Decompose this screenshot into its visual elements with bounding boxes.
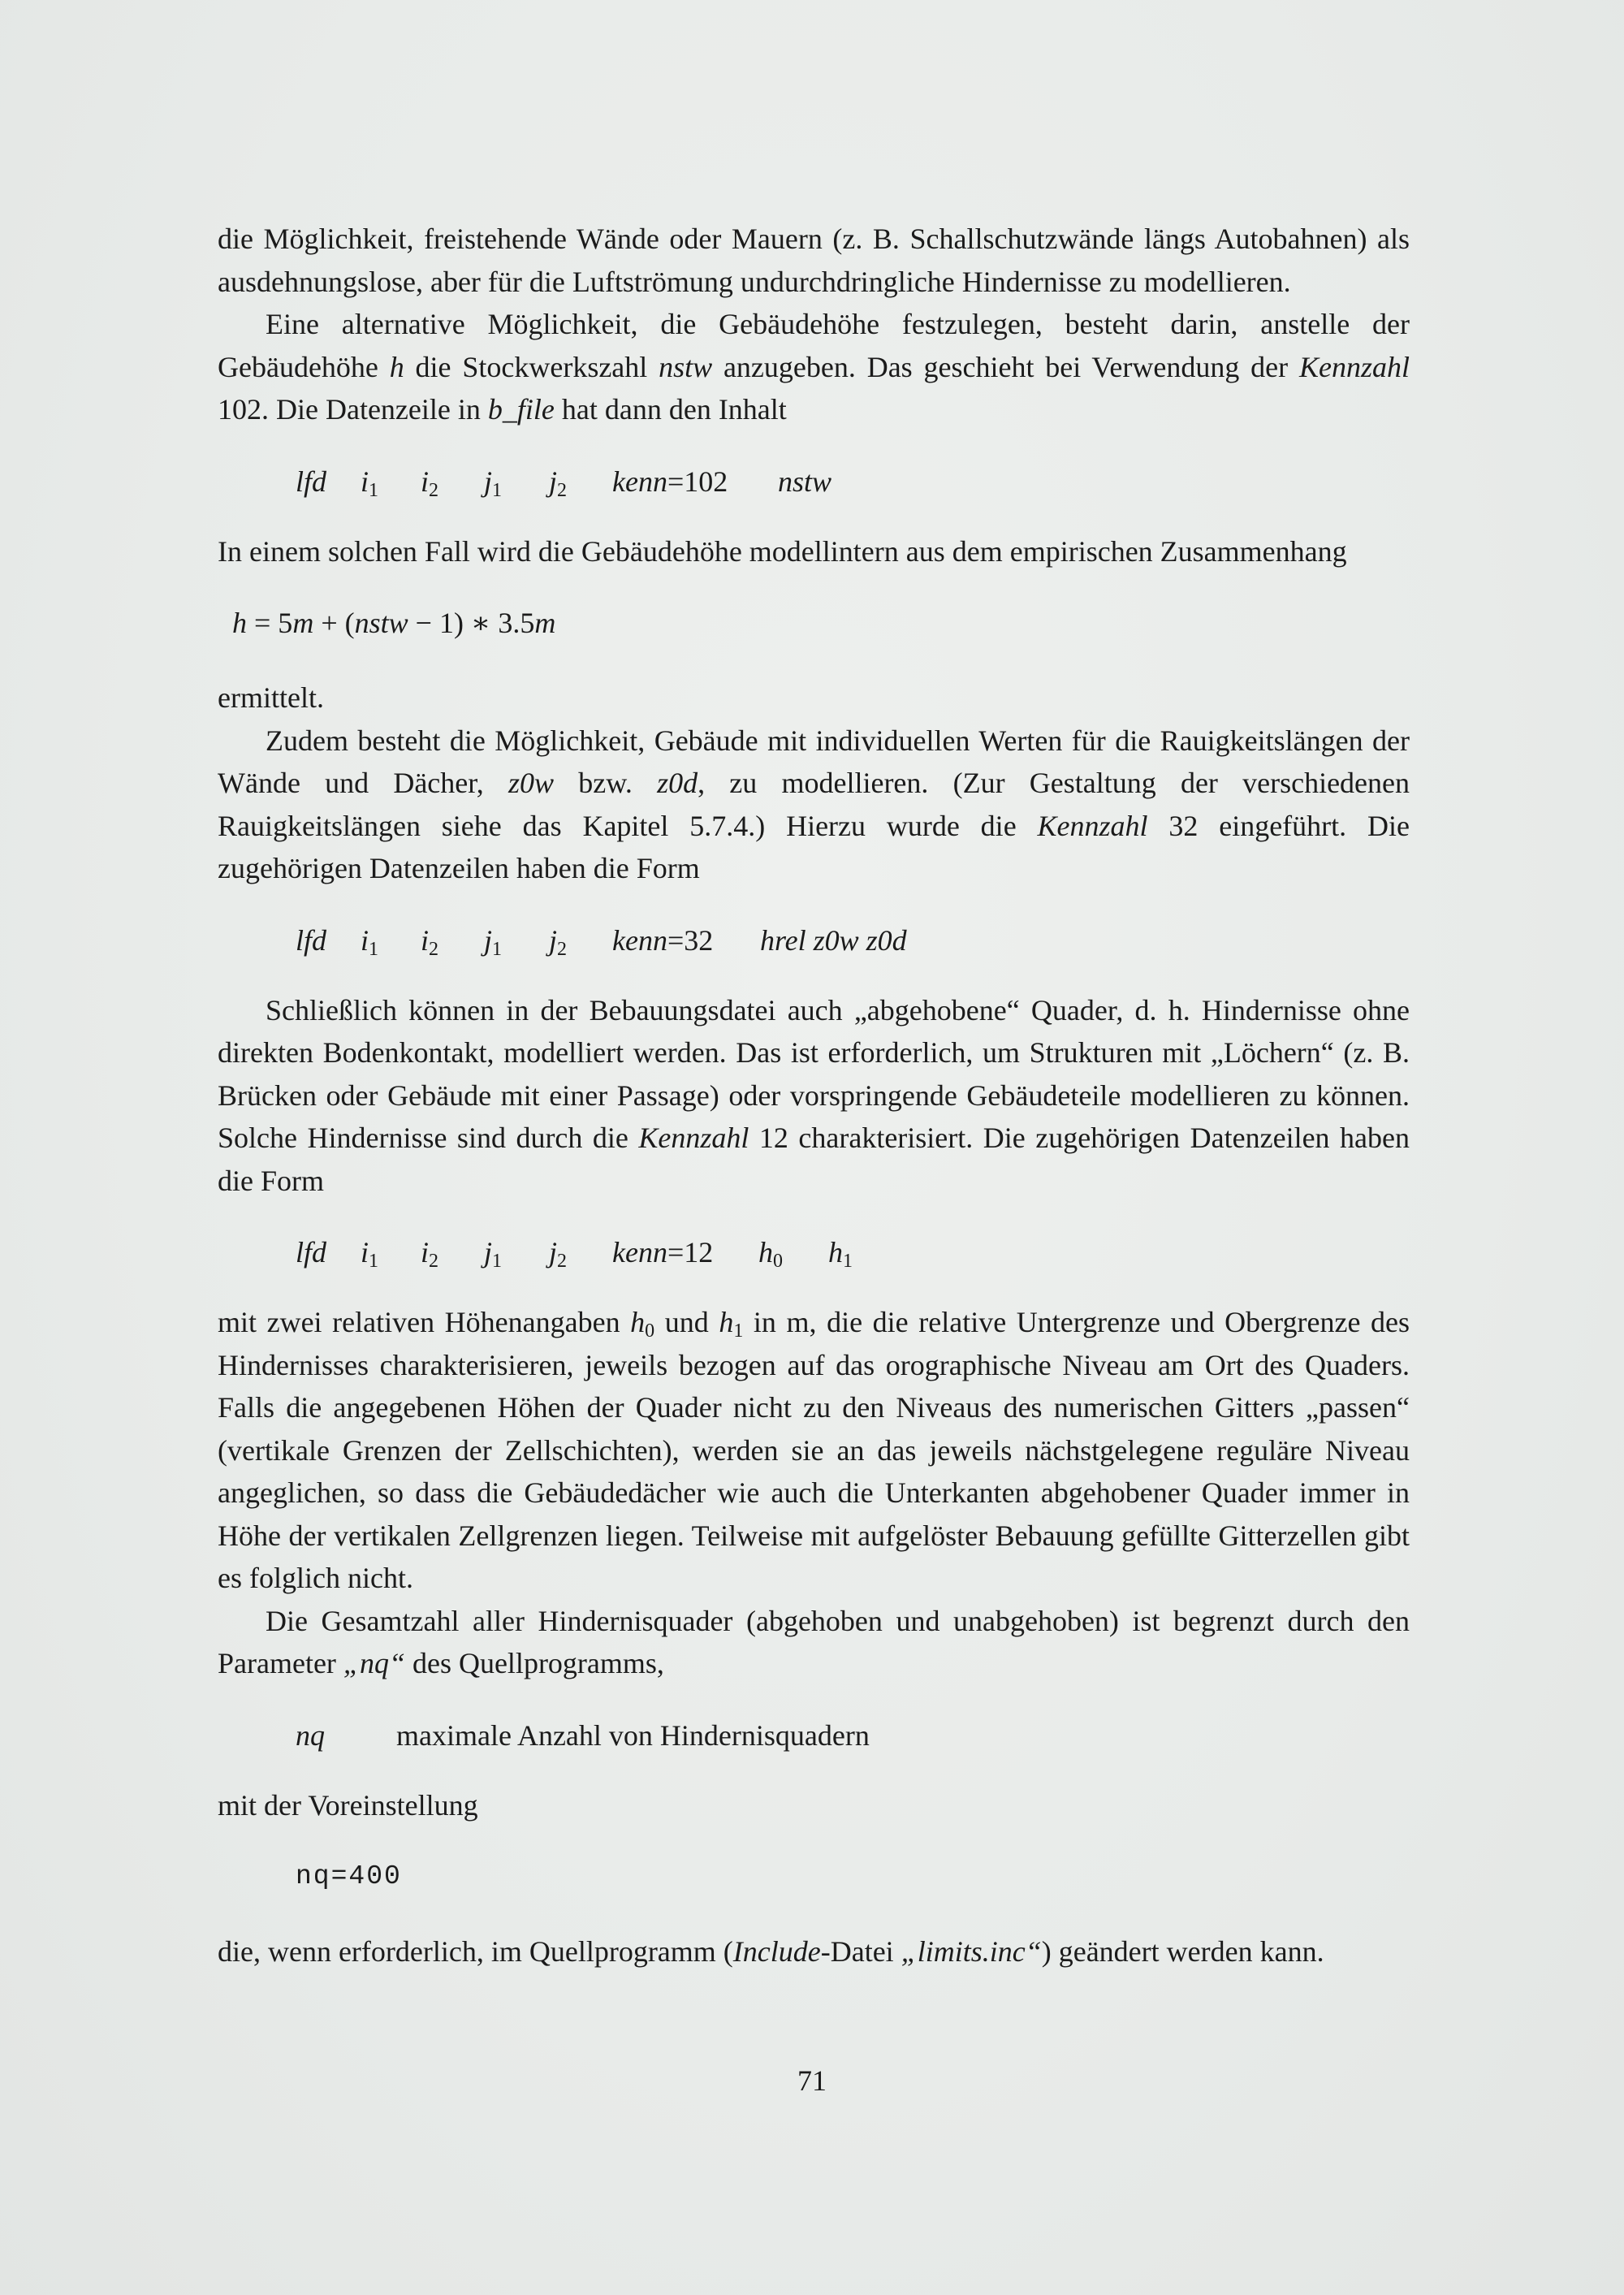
param-nq: „nq“ bbox=[343, 1647, 405, 1679]
definition-term: nq bbox=[296, 1718, 325, 1752]
field-kenn: kenn=102 bbox=[612, 465, 728, 498]
paragraph-roughness bbox=[218, 720, 1410, 890]
var-h: h bbox=[389, 350, 404, 383]
paragraph-empirical: In einem solchen Fall wird die Gebäudehöhe modellintern aus dem empirischen Zusammenhang bbox=[218, 534, 1347, 568]
text-run: 32 eingeführt. Die zugehörigen Datenzeilen haben die Form bbox=[218, 809, 1410, 884]
field-j1: $j_1$ bbox=[484, 465, 503, 501]
field-lfd: lfd bbox=[296, 923, 327, 957]
text-run: bzw. bbox=[554, 767, 658, 799]
field-hrel-z0w-z0d: hrel z0w z0d bbox=[760, 923, 907, 957]
paragraph-storeys bbox=[218, 303, 1410, 431]
field-j2: $j_2$ bbox=[549, 1236, 568, 1272]
text-run: Die Gesamtzahl aller Hindernisquader (abgehoben und unabgehoben) ist begrenzt durch den Parameter bbox=[218, 1604, 1410, 1679]
term-limits-inc: „limits.inc“ bbox=[901, 1935, 1042, 1968]
var-h0: h bbox=[630, 1306, 646, 1338]
term-bfile: b_file bbox=[487, 393, 555, 426]
text-run: in m, die die relative Untergrenze und Obergrenze des Hindernisses charakterisieren, jeweils bezogen auf das orographische Niveau am Ort des Quaders. Falls die angegebenen Höhen der Quader nicht zu den Niveaus des numerischen Gitters „passen“ (vertikale Grenzen der Zellschichten), werden sie an das jeweils nächstgelegene reguläre Niveau angeglichen, so dass die Gebäudedächer wie auch die Unterkanten abgehobener Quader immer in Höhe der vertikalen Zellgrenzen liegen. Teilweise mit aufgelöster Bebauung gefüllte Gitterzellen gibt es folglich nicht. bbox=[218, 1306, 1410, 1594]
paragraph-relative-heights: mit zwei relativen Höhenangaben $h_0$ und $h_1$ in m, die die relative Untergrenze und Obergrenze des Hindernisses charakterisieren, jeweils bezogen auf das orographische Niveau am Ort des Quaders. Falls die angegebenen Höhen der Quader nicht zu den Niveaus des numerischen Gitters „passen“ (vertikale Grenzen der Zellschichten), werden sie an das jeweils nächstgelegene reguläre Niveau angeglichen, so dass die Gebäudedächer wie auch die Unterkanten abgehobener Quader immer in Höhe der vertikalen Zellgrenzen liegen. Teilweise mit aufgelöster Bebauung gefüllte Gitterzellen gibt es folglich nicht. bbox=[218, 1306, 1410, 1594]
field-h0: $h_0$ bbox=[758, 1236, 783, 1272]
body-text bbox=[218, 218, 1410, 1973]
field-j1: $j_1$ bbox=[484, 1236, 503, 1272]
text-run: des Quellprogramms, bbox=[404, 1647, 664, 1679]
term-kennzahl: Kennzahl bbox=[1298, 350, 1410, 383]
data-row-kenn-12 bbox=[218, 1231, 1410, 1273]
text-run: ) geändert werden kann. bbox=[1041, 1935, 1324, 1968]
text-run: Schließlich können in der Bebauungsdatei auch „abgehobene“ Quader, d. h. Hindernisse ohne direkten Bodenkontakt, modelliert werden. Das ist erforderlich, um Strukturen mit „Löchern“ (z. B. Brücken oder Gebäude mit einer Passage) oder vorspringende Gebäudeteile modellieren zu können. Solche Hindernisse sind durch die bbox=[218, 993, 1410, 1154]
data-row-kenn-32 bbox=[218, 919, 1410, 962]
page-number: 71 bbox=[797, 2064, 827, 2097]
paragraph-total-boxes bbox=[218, 1600, 1410, 1685]
text-run: anzugeben. Das geschieht bei Verwendung der bbox=[712, 350, 1299, 383]
field-i1: $i_1$ bbox=[361, 465, 379, 501]
text-run: 12 charakterisiert. Die zugehörigen Datenzeilen haben die Form bbox=[218, 1122, 1410, 1197]
field-lfd: lfd bbox=[296, 465, 327, 498]
field-kenn: kenn=12 bbox=[612, 1236, 714, 1269]
field-h1: $h_1$ bbox=[828, 1236, 853, 1272]
field-kenn: kenn=32 bbox=[612, 923, 714, 957]
paragraph-lifted-boxes bbox=[218, 989, 1410, 1203]
field-i1: $i_1$ bbox=[361, 923, 379, 960]
text-run: und bbox=[654, 1306, 719, 1338]
field-i2: $i_2$ bbox=[421, 465, 439, 501]
term-include: Include bbox=[732, 1935, 821, 1968]
code-default-nq: nq=400 bbox=[296, 1861, 402, 1891]
text-run: , zu modellieren. (Zur Gestaltung der verschiedenen Rauigkeitslängen siehe das Kapitel 5.7.4.) Hierzu wurde die bbox=[218, 767, 1410, 842]
term-kennzahl: Kennzahl bbox=[638, 1122, 749, 1154]
field-i2: $i_2$ bbox=[421, 923, 439, 960]
paragraph-default: mit der Voreinstellung bbox=[218, 1788, 478, 1822]
data-row-kenn-102 bbox=[218, 460, 1410, 503]
var-z0d: z0d bbox=[657, 767, 698, 799]
text-run: die, wenn erforderlich, im Quellprogramm ( bbox=[218, 1935, 733, 1968]
var-nstw: nstw bbox=[659, 350, 713, 383]
text-run: Eine alternative Möglichkeit, die Gebäudehöhe festzulegen, besteht darin, anstelle der Gebäudehöhe bbox=[218, 308, 1410, 383]
field-lfd: lfd bbox=[296, 1236, 327, 1269]
text-run: hat dann den Inhalt bbox=[554, 393, 787, 426]
var-z0w: z0w bbox=[508, 767, 555, 799]
field-j2: $j_2$ bbox=[549, 923, 568, 960]
definition-nq bbox=[218, 1714, 1410, 1757]
field-nstw: nstw bbox=[778, 465, 832, 498]
text-run: 102. Die Datenzeile in bbox=[218, 393, 488, 426]
text-run: die Stockwerkszahl bbox=[404, 350, 659, 383]
text-run: mit zwei relativen Höhenangaben bbox=[218, 1306, 631, 1338]
field-i2: $i_2$ bbox=[421, 1236, 439, 1272]
paragraph-determined: ermittelt. bbox=[218, 681, 324, 714]
term-kennzahl: Kennzahl bbox=[1037, 809, 1148, 842]
definition-description: maximale Anzahl von Hindernisquadern bbox=[396, 1718, 870, 1752]
paragraph-walls: die Möglichkeit, freistehende Wände oder Mauern (z. B. Schallschutzwände längs Autobahnen) als ausdehnungslose, aber für die Luftströmung undurchdringliche Hindernisse zu modellieren. bbox=[218, 223, 1410, 298]
var-h1: h bbox=[719, 1306, 734, 1338]
text-run: -Datei bbox=[820, 1935, 901, 1968]
field-j1: $j_1$ bbox=[484, 923, 503, 960]
field-i1: $i_1$ bbox=[361, 1236, 379, 1272]
paragraph-include bbox=[218, 1930, 1410, 1973]
field-j2: $j_2$ bbox=[549, 465, 568, 501]
text-run: Zudem besteht die Möglichkeit, Gebäude mit individuellen Werten für die Rauigkeitslängen der Wände und Dächer, bbox=[218, 724, 1410, 799]
formula-height: h = 5m + (nstw − 1) ∗ 3.5m bbox=[232, 607, 556, 639]
